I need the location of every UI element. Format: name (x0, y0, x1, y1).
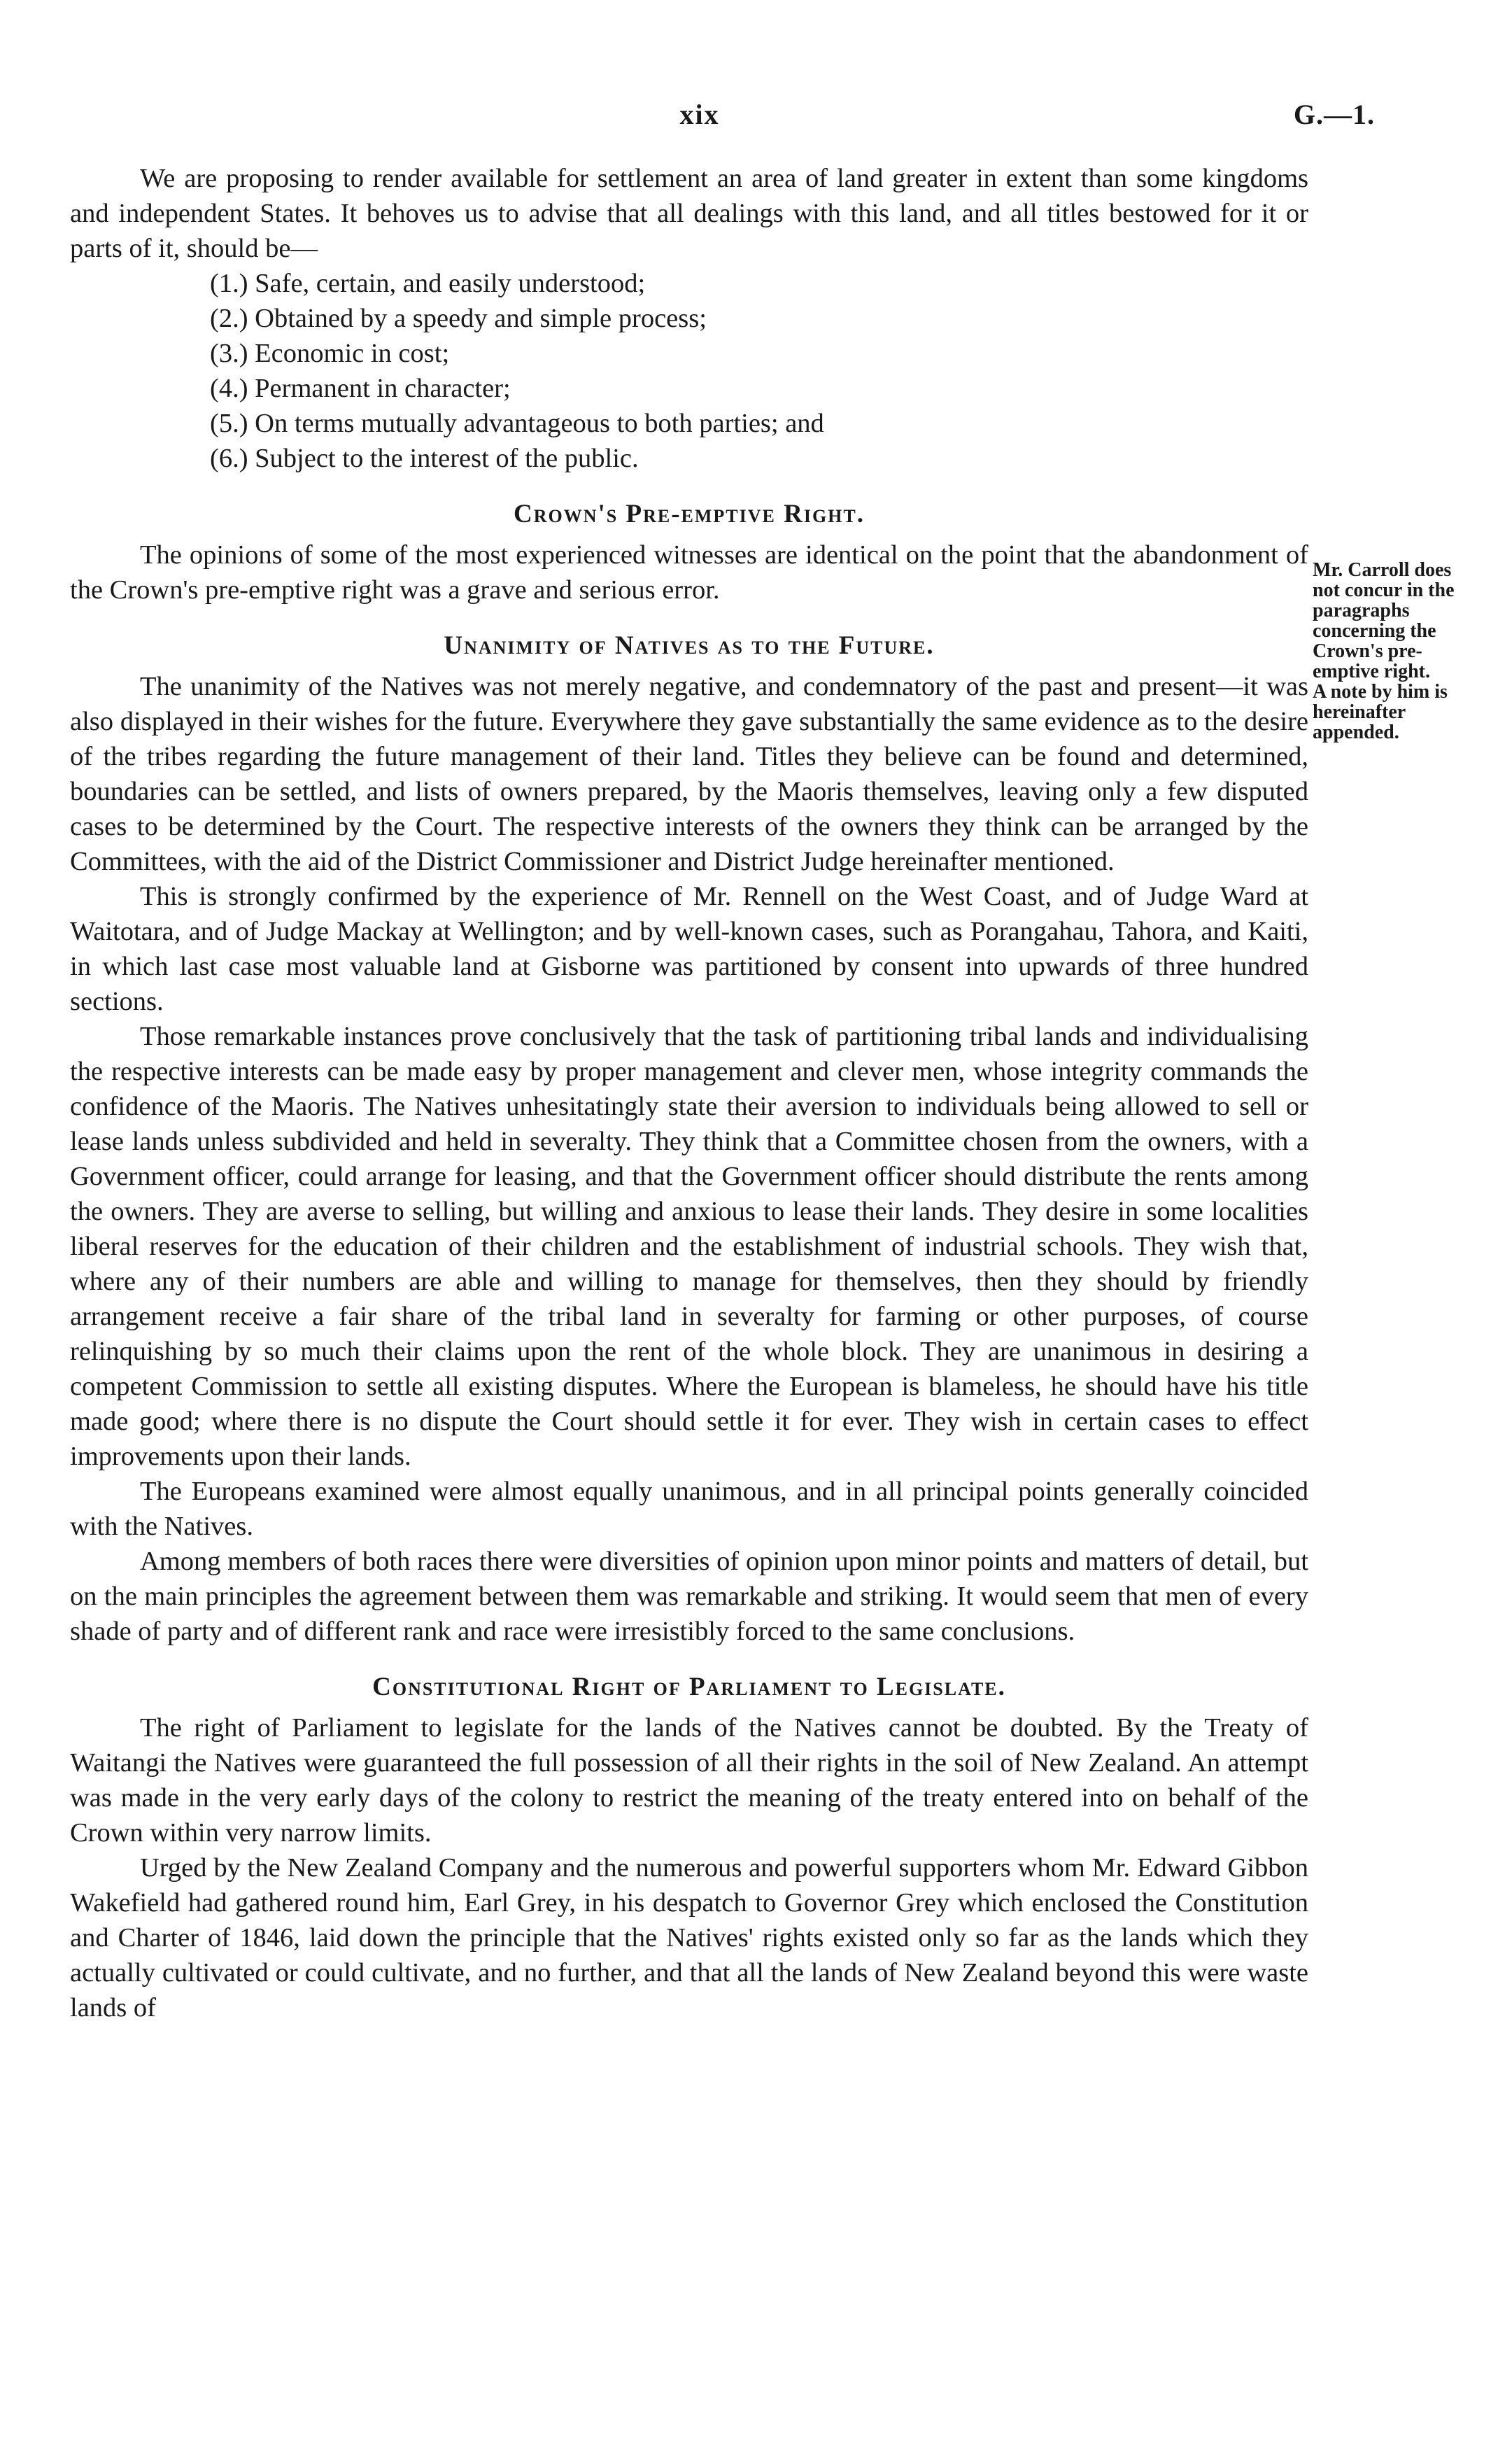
list-item: (2.) Obtained by a speedy and simple process; (210, 304, 707, 333)
paragraph: This is strongly confirmed by the experience of Mr. Rennell on the West Coast, and of Judge Ward at Waitotara, and of Judge Mackay at Wellington; and by well-known cases, such as Porangahau, Tahora, and Kaiti, in which last case most valuable land at Gisborne was partitioned by consent into upwards of three hundred sections. (70, 882, 1308, 1016)
paragraph: The unanimity of the Natives was not merely negative, and condemnatory of the past and present—it was also displayed in their wishes for the future. Everywhere they gave substantially the same evidence as to the desire of the tribes regarding the future management of their land. Titles they believe can be found and determined, boundaries can be settled, and lists of owners prepared, by the Maoris themselves, leaving only a few disputed cases to be determined by the Court. The respective interests of the owners they think can be arranged by the Committees, with the aid of the District Commissioner and District Judge hereinafter mentioned. (70, 672, 1308, 876)
paragraph: The right of Parliament to legislate for the lands of the Natives cannot be doubted. By the Treaty of Waitangi the Natives were guaranteed the full possession of all their rights in the soil of New Zealand. An attempt was made in the very early days of the colony to restrict the meaning of the treaty entered into on behalf of the Crown within very narrow limits. (70, 1713, 1308, 1848)
paragraph: The Europeans examined were almost equally unanimous, and in all principal points generally coincided with the Natives. (70, 1477, 1308, 1541)
section-heading-parliament: Constitutional Right of Parliament to Legislate. (372, 1673, 1006, 1701)
paragraph: Among members of both races there were diversities of opinion upon minor points and matters of detail, but on the main principles the agreement between them was remarkable and striking. It would seem that men of every shade of party and of different rank and race were irresistibly forced to the same conclusions. (70, 1547, 1308, 1646)
section-heading-crown-pre-emptive-right: Crown's Pre-emptive Right. (514, 500, 865, 528)
list-item: (4.) Permanent in character; (210, 374, 511, 403)
margin-note (1313, 560, 1481, 743)
margin-note-carroll: Mr. Carroll does not concur in the paragraphs concerning the Crown's pre-emptive right. (1313, 559, 1455, 682)
requirements-list (70, 266, 1308, 476)
paragraph: Those remarkable instances prove conclusively that the task of partitioning tribal lands and individualising the respective interests can be made easy by proper management and clever men, whose integrity commands the confidence of the Maoris. The Natives unhesitatingly state their aversion to individuals being allowed to sell or lease lands unless subdivided and held in severalty. They think that a Committee chosen from the owners, with a Government officer, could arrange for leasing, and that the Government officer should distribute the rents among the owners. They are averse to selling, but willing and anxious to lease their lands. They desire in some localities liberal reserves for the education of their children and the establishment of industrial schools. They wish that, where any of their numbers are able and willing to manage for themselves, then they should by friendly arrangement receive a fair share of the tribal land in severalty for farming or other purposes, of course relinquishing by so much their claims upon the rent of the whole block. They are unanimous in desiring a competent Commission to settle all existing disputes. Where the European is blameless, he should have his title made good; where there is no dispute the Court should settle it for ever. They wish in certain cases to effect improvements upon their lands. (70, 1022, 1308, 1471)
main-text-column (70, 161, 1308, 2025)
list-item: (6.) Subject to the interest of the public. (210, 444, 639, 473)
list-item: (3.) Economic in cost; (210, 339, 450, 368)
intro-paragraph: We are proposing to render available for settlement an area of land greater in extent than some kingdoms and independent States. It behoves us to advise that all dealings with this land, and all titles bestowed for it or parts of it, should be— (70, 164, 1308, 263)
list-item: (1.) Safe, certain, and easily understood; (210, 269, 646, 298)
paragraph-crown-right: The opinions of some of the most experienced witnesses are identical on the point that the abandonment of the Crown's pre-emptive right was a grave and serious error. (70, 540, 1308, 605)
paragraph: Urged by the New Zealand Company and the numerous and powerful supporters whom Mr. Edward Gibbon Wakefield had gathered round him, Earl Grey, in his despatch to Governor Grey which enclosed the Constitution and Charter of 1846, laid down the principle that the Natives' rights existed only so far as the lands which they actually cultivated or could cultivate, and no further, and that all the lands of New Zealand beyond this were waste lands of (70, 1853, 1308, 2023)
list-item: (5.) On terms mutually advantageous to both parties; and (210, 409, 824, 438)
section-heading-unanimity: Unanimity of Natives as to the Future. (444, 631, 935, 660)
page-number: xix (679, 99, 720, 130)
margin-note-appendix: A note by him is hereinafter appended. (1313, 681, 1448, 743)
series-reference: G.—1. (1293, 99, 1375, 130)
